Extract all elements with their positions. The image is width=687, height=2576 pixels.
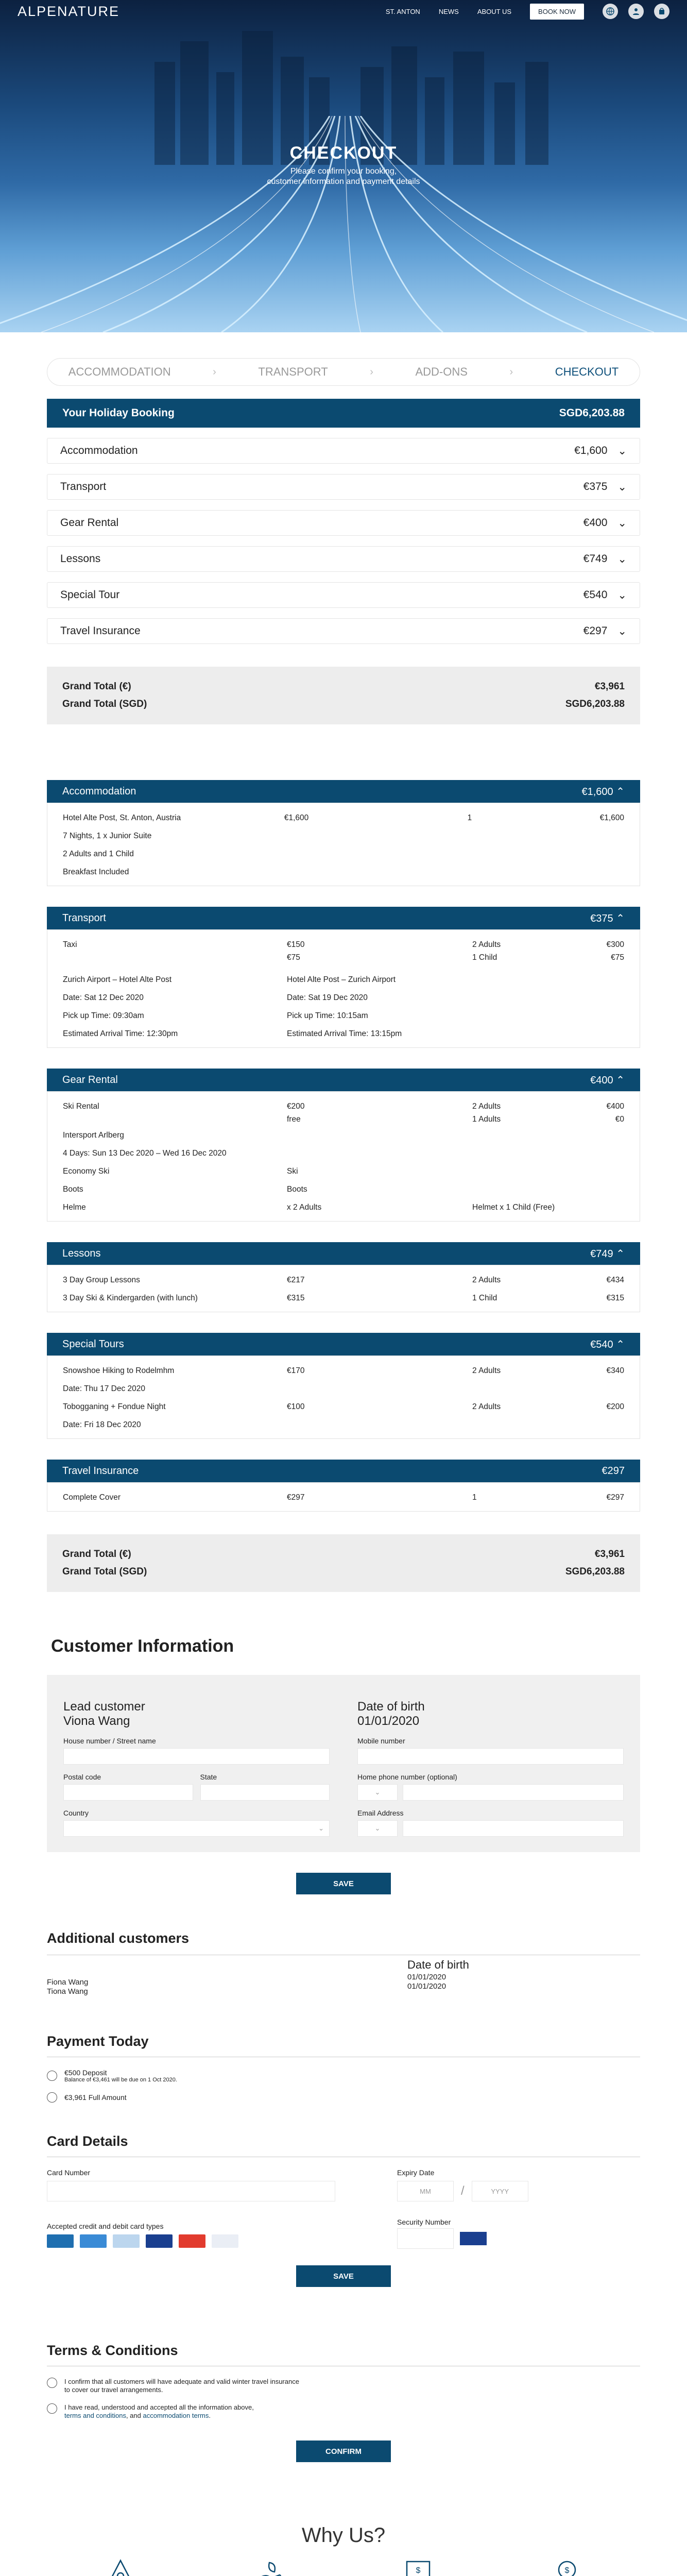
insurance-confirm-checkbox[interactable] — [47, 2378, 57, 2388]
dob-value: 01/01/2020 — [357, 1714, 420, 1728]
card-logos — [47, 2234, 397, 2248]
chevron-up-icon[interactable]: ⌃ — [616, 1338, 625, 1350]
terms-accept-text: I have read, understood and accepted all the information above, — [64, 2403, 254, 2411]
section-amount: €749 — [590, 1248, 613, 1260]
lessons-section — [47, 1242, 640, 1312]
booking-summary-header — [47, 399, 640, 428]
tour-date: Date: Fri 18 Dec 2020 — [63, 1420, 141, 1429]
deposit-radio[interactable] — [47, 2071, 57, 2081]
tour: Tobogganing + Fondue Night — [63, 1402, 166, 1411]
special-tours-section — [47, 1333, 640, 1439]
line-total: €297 — [606, 1493, 624, 1502]
chevron-down-icon[interactable]: ⌄ — [617, 589, 627, 601]
line-total: €0 — [615, 1115, 624, 1124]
section-title: Travel Insurance — [62, 1465, 139, 1477]
payment-heading: Payment Today — [47, 2033, 149, 2049]
shop: Intersport Arlberg — [63, 1131, 124, 1140]
diners-card-icon — [80, 2234, 107, 2248]
qty: 2 Adults — [472, 1402, 501, 1411]
security-input[interactable] — [397, 2228, 454, 2249]
summary-row-label: Travel Insurance — [60, 625, 141, 637]
country-label: Country — [63, 1809, 89, 1817]
chevron-down-icon: ⌄ — [374, 1824, 381, 1832]
summary-row-amount: €1,600 — [574, 445, 608, 456]
section-title: Gear Rental — [62, 1074, 118, 1086]
summary-row[interactable] — [47, 546, 640, 572]
additional-heading: Additional customers — [47, 1930, 190, 1946]
expiry-year-input[interactable]: YYYY — [472, 2181, 528, 2201]
email-input[interactable] — [403, 1820, 624, 1837]
deposit-note: Balance of €3,461 will be due on 1 Oct 2020. — [64, 2077, 177, 2083]
terms-accept-checkbox[interactable] — [47, 2403, 57, 2414]
price: €297 — [287, 1493, 305, 1502]
ski-type: Economy Ski — [63, 1167, 110, 1176]
summary-row-amount: €297 — [583, 625, 608, 637]
section-amount: €540 — [590, 1338, 613, 1350]
section-amount: €400 — [590, 1074, 613, 1086]
insurance-confirm-text: I confirm that all customers will have adequate and valid winter travel insurance to cover our travel arrangements. — [64, 2378, 299, 2394]
grand-total-sgd: SGD6,203.88 — [565, 1566, 625, 1577]
grand-total-eur-label: Grand Total (€) — [62, 1549, 131, 1560]
card-heading: Card Details — [47, 2133, 128, 2149]
state-label: State — [200, 1773, 217, 1781]
email-label: Email Address — [357, 1809, 404, 1817]
paypal-card-icon — [212, 2234, 238, 2248]
chevron-up-icon[interactable]: ⌃ — [616, 786, 625, 798]
chevron-down-icon: ⌄ — [318, 1824, 324, 1832]
rental-dates: 4 Days: Sun 13 Dec 2020 – Wed 16 Dec 2020 — [63, 1149, 227, 1158]
jcb-card-icon — [113, 2234, 140, 2248]
section-amount: €375 — [590, 912, 613, 924]
additional-dob-label: Date of birth — [407, 1958, 469, 1971]
section-title: Transport — [62, 912, 106, 924]
line-total: €400 — [606, 1102, 624, 1111]
price: €100 — [287, 1402, 305, 1411]
accommodation-terms-link[interactable]: accommodation terms — [143, 2412, 209, 2419]
lead-customer-label: Lead customer — [63, 1700, 145, 1714]
chevron-down-icon[interactable]: ⌄ — [617, 481, 627, 493]
summary-row-label: Lessons — [60, 553, 101, 565]
cover: Complete Cover — [63, 1493, 121, 1502]
pickup-back: Pick up Time: 10:15am — [287, 1011, 368, 1020]
mastercard-card-icon — [179, 2234, 205, 2248]
ski: Ski — [287, 1167, 298, 1176]
qty: 2 Adults — [472, 1276, 501, 1284]
deposit-option: €500 Deposit — [64, 2069, 107, 2077]
nav-news[interactable]: NEWS — [438, 7, 459, 15]
chevron-right-icon: › — [370, 366, 373, 378]
section-title: Accommodation — [62, 785, 136, 797]
amex-card-icon — [47, 2234, 74, 2248]
grand-total-eur: €3,961 — [594, 1549, 625, 1560]
helmet-adults: x 2 Adults — [287, 1203, 322, 1212]
price: €170 — [287, 1366, 305, 1375]
line-total: €75 — [611, 953, 624, 962]
dial-code-select[interactable] — [357, 1784, 398, 1801]
grand-totals — [47, 667, 640, 724]
booking-title: Your Holiday Booking — [62, 407, 175, 419]
tour-date: Date: Thu 17 Dec 2020 — [63, 1384, 145, 1393]
grand-total-eur-label: Grand Total (€) — [62, 681, 131, 692]
transport-section — [47, 907, 640, 1048]
qty: 1 Adults — [472, 1115, 501, 1124]
summary-row[interactable] — [47, 438, 640, 464]
helmet-label: Helme — [63, 1203, 86, 1212]
chevron-down-icon[interactable]: ⌄ — [617, 445, 627, 457]
additional-customer-dob: 01/01/2020 — [407, 1973, 446, 1981]
responsible-tourism-icon — [254, 2557, 285, 2576]
nav-st-anton[interactable]: ST. ANTON — [385, 7, 420, 15]
additional-customer-dob: 01/01/2020 — [407, 1982, 446, 1991]
email-prefix-select[interactable] — [357, 1820, 398, 1837]
route-back: Hotel Alte Post – Zurich Airport — [287, 975, 396, 984]
card-number-label: Card Number — [47, 2168, 91, 2177]
lesson: 3 Day Ski & Kindergarden (with lunch) — [63, 1294, 198, 1302]
expiry-label: Expiry Date — [397, 2168, 435, 2177]
full-amount-radio[interactable] — [47, 2092, 57, 2103]
mobile-label: Mobile number — [357, 1737, 405, 1745]
item: Ski Rental — [63, 1102, 99, 1111]
route-out: Zurich Airport – Hotel Alte Post — [63, 975, 172, 984]
accepted-cards-label: Accepted credit and debit card types — [47, 2222, 164, 2230]
deposit-icon — [403, 2557, 434, 2576]
dob-label: Date of birth — [357, 1700, 425, 1714]
summary-row-amount: €749 — [583, 553, 608, 565]
terms-period: . — [209, 2412, 211, 2419]
grand-total-sgd-label: Grand Total (SGD) — [62, 699, 147, 709]
user-icon[interactable] — [628, 4, 644, 19]
chevron-down-icon: ⌄ — [374, 1788, 381, 1796]
svg-text:$: $ — [416, 2566, 420, 2575]
price: €75 — [287, 953, 300, 962]
price: €150 — [287, 940, 305, 949]
pickup-out: Pick up Time: 09:30am — [63, 1011, 144, 1020]
postal-input[interactable] — [63, 1784, 193, 1801]
why-us-heading: Why Us? — [301, 2524, 386, 2547]
lead-customer-name: Viona Wang — [63, 1714, 130, 1728]
item: Taxi — [63, 940, 77, 949]
book-now-button[interactable]: BOOK NOW — [530, 4, 584, 20]
nights: 7 Nights, 1 x Junior Suite — [63, 832, 152, 840]
terms-joiner: , and — [126, 2412, 143, 2419]
boots-label: Boots — [63, 1185, 83, 1194]
cart-icon[interactable] — [654, 4, 669, 19]
grand-total-sgd: SGD6,203.88 — [565, 699, 625, 709]
date-back: Date: Sat 19 Dec 2020 — [287, 993, 368, 1002]
qty: 1 Child — [472, 1294, 497, 1302]
qty: 2 Adults — [472, 1102, 501, 1111]
house-input[interactable] — [63, 1748, 330, 1765]
state-input[interactable] — [200, 1784, 330, 1801]
price: €1,600 — [284, 814, 309, 822]
date-out: Date: Sat 12 Dec 2020 — [63, 993, 144, 1002]
summary-row-label: Gear Rental — [60, 517, 119, 529]
tour: Snowshoe Hiking to Rodelmhm — [63, 1366, 175, 1375]
svg-text:$: $ — [564, 2566, 569, 2575]
security-label: Security Number — [397, 2218, 451, 2226]
terms-heading: Terms & Conditions — [47, 2343, 178, 2358]
section-amount: €1,600 — [581, 786, 613, 798]
qty: 1 Child — [472, 953, 497, 962]
home-phone-label: Home phone number (optional) — [357, 1773, 457, 1781]
house-label: House number / Street name — [63, 1737, 156, 1745]
grand-total-sgd-label: Grand Total (SGD) — [62, 1566, 147, 1577]
full-amount-option: €3,961 Full Amount — [64, 2093, 127, 2102]
chevron-down-icon[interactable]: ⌄ — [617, 553, 627, 565]
customer-form — [47, 1675, 640, 1852]
step-accommodation[interactable]: ACCOMMODATION — [68, 365, 171, 378]
step-checkout[interactable]: CHECKOUT — [555, 365, 619, 378]
home-phone-input[interactable] — [403, 1784, 624, 1801]
language-icon[interactable] — [603, 4, 618, 19]
accommodation-section — [47, 780, 640, 886]
section-title: Lessons — [62, 1247, 101, 1259]
page-subtitle: Please confirm your booking, customer information and payment details — [267, 167, 420, 186]
breakfast: Breakfast Included — [63, 868, 129, 876]
line-total: €200 — [606, 1402, 624, 1411]
no-hidden-costs-icon — [552, 2557, 582, 2576]
boots: Boots — [287, 1185, 307, 1194]
page-title: CHECKOUT — [289, 143, 398, 163]
chevron-up-icon[interactable]: ⌃ — [616, 1248, 625, 1260]
qty: 2 Adults — [472, 1366, 501, 1375]
checkout-steps — [47, 358, 640, 386]
visa-card-icon — [146, 2234, 173, 2248]
expiry-month-input[interactable]: MM — [397, 2181, 454, 2201]
chevron-up-icon[interactable]: ⌃ — [616, 912, 625, 924]
gear-rental-section — [47, 1069, 640, 1222]
arrival-out: Estimated Arrival Time: 12:30pm — [63, 1029, 178, 1038]
why-us-items — [0, 2557, 687, 2576]
price: €217 — [287, 1276, 305, 1284]
price: free — [287, 1115, 301, 1124]
additional-customer-name: Tiona Wang — [47, 1987, 88, 1996]
terms-link[interactable]: terms and conditions — [64, 2412, 126, 2419]
chevron-up-icon[interactable]: ⌃ — [616, 1074, 625, 1086]
step-transport[interactable]: TRANSPORT — [258, 365, 328, 378]
insurance-section — [47, 1460, 640, 1512]
top-nav — [0, 0, 687, 23]
summary-row[interactable] — [47, 618, 640, 644]
summary-row[interactable] — [47, 582, 640, 608]
line-total: €315 — [606, 1294, 624, 1302]
summary-row[interactable] — [47, 474, 640, 500]
grand-total-eur: €3,961 — [594, 681, 625, 692]
price: €200 — [287, 1102, 305, 1111]
line-total: €300 — [606, 940, 624, 949]
save-card-button[interactable]: SAVE — [296, 2265, 391, 2287]
save-customer-button[interactable]: SAVE — [296, 1873, 391, 1894]
chevron-right-icon: › — [509, 366, 513, 378]
summary-row-amount: €375 — [583, 481, 608, 493]
chevron-right-icon: › — [213, 366, 216, 378]
chevron-down-icon[interactable]: ⌄ — [617, 625, 627, 637]
postal-label: Postal code — [63, 1773, 101, 1781]
guests: 2 Adults and 1 Child — [63, 850, 134, 858]
hero-banner — [0, 0, 687, 332]
confirm-button[interactable]: CONFIRM — [296, 2441, 391, 2462]
grand-totals-bottom — [47, 1534, 640, 1592]
section-amount: €297 — [602, 1465, 625, 1477]
additional-customer-name: Fiona Wang — [47, 1978, 89, 1987]
step-add-ons[interactable]: ADD-ONS — [415, 365, 468, 378]
chevron-down-icon[interactable]: ⌄ — [617, 517, 627, 529]
mobile-input[interactable] — [357, 1748, 624, 1765]
booking-total: SGD6,203.88 — [559, 407, 625, 419]
helmet-child: Helmet x 1 Child (Free) — [472, 1203, 555, 1212]
nav-about-us[interactable]: ABOUT US — [477, 7, 512, 15]
qty: 2 Adults — [472, 940, 501, 949]
line-total: €340 — [606, 1366, 624, 1375]
summary-row-amount: €400 — [583, 517, 608, 529]
section-title: Special Tours — [62, 1338, 124, 1350]
line-total: €1,600 — [599, 814, 624, 822]
qty: 1 — [467, 814, 472, 822]
one-stop-icon — [105, 2557, 136, 2576]
lesson: 3 Day Group Lessons — [63, 1276, 140, 1284]
logo[interactable]: ALPENATURE — [18, 3, 120, 19]
hotel-name: Hotel Alte Post, St. Anton, Austria — [63, 814, 181, 822]
summary-row[interactable] — [47, 510, 640, 536]
arrival-back: Estimated Arrival Time: 13:15pm — [287, 1029, 402, 1038]
price: €315 — [287, 1294, 305, 1302]
summary-row-label: Accommodation — [60, 445, 138, 456]
summary-row-label: Transport — [60, 481, 107, 493]
country-select[interactable] — [63, 1820, 330, 1837]
card-number-input[interactable] — [47, 2181, 335, 2201]
customer-info-heading: Customer Information — [51, 1636, 234, 1656]
summary-row-amount: €540 — [583, 589, 608, 601]
summary-row-label: Special Tour — [60, 589, 120, 601]
line-total: €434 — [606, 1276, 624, 1284]
cvv-card-icon — [460, 2232, 487, 2245]
qty: 1 — [472, 1493, 477, 1502]
